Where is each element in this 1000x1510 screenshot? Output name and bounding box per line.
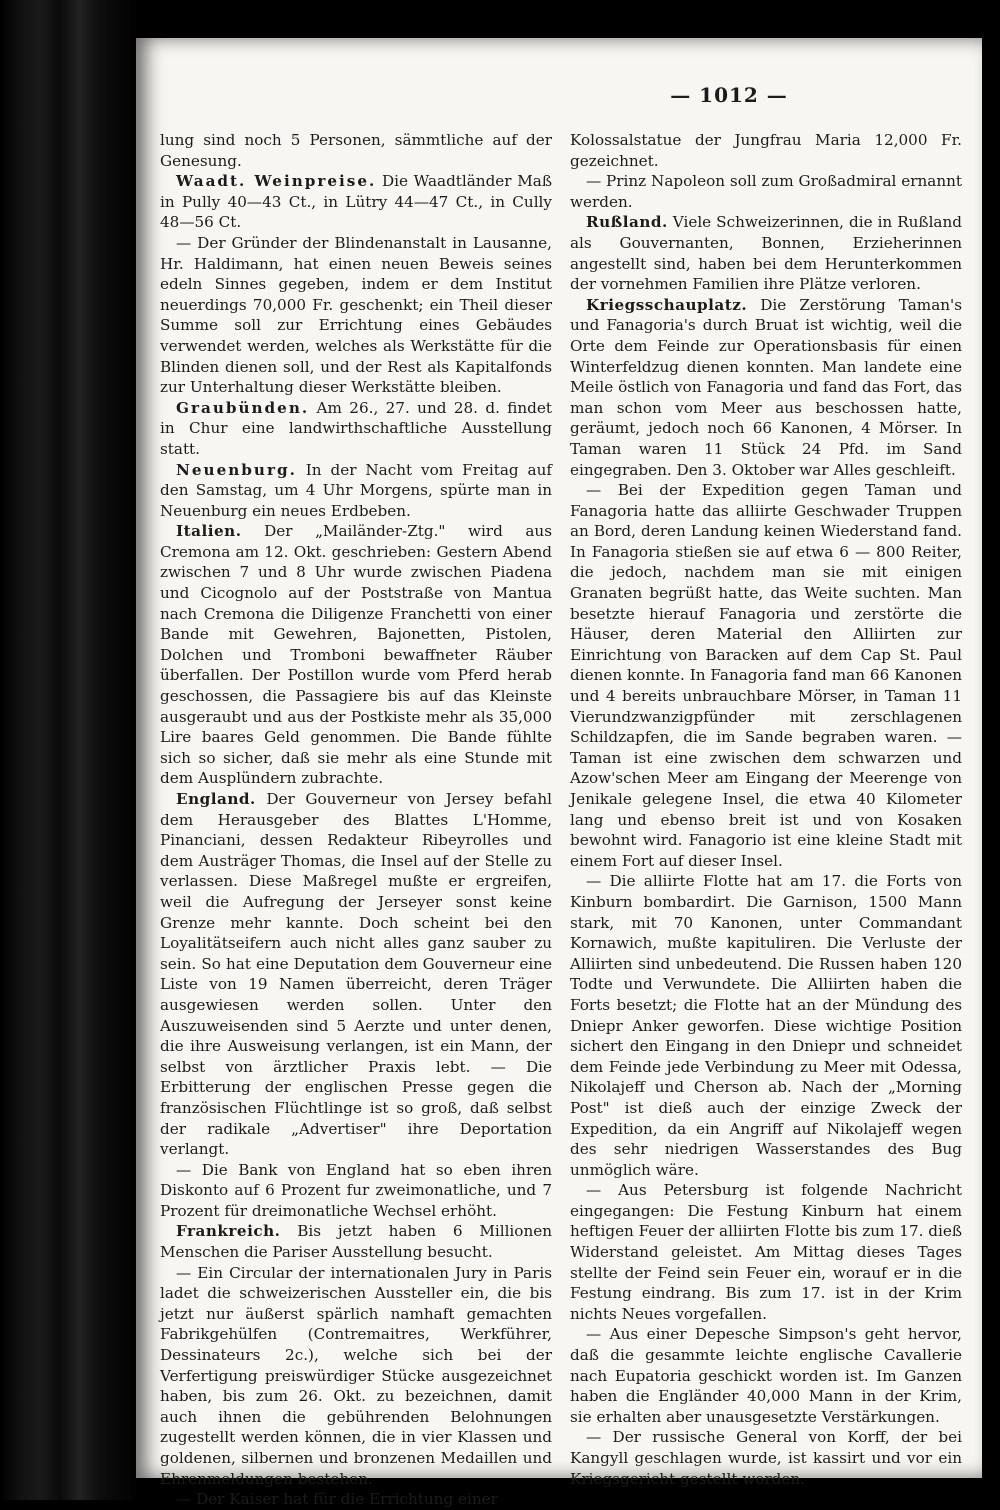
page-number: — 1012 — xyxy=(670,83,788,107)
paragraph: — Aus einer Depesche Simpson's geht hervor, daß die gesammte leichte englische Cavallerie nach Eupatoria geschickt worden ist. Im Ganzen haben die Engländer 40,000 Mann in der Krim, sie erhalten aber unausgesetzte Verstärkungen. xyxy=(570,1325,962,1426)
paragraph: Kriegsschauplatz. Die Zerstörung Taman's und Fanagoria's durch Bruat ist wichtig, weil die Orte dem Feinde zur Operationsbasis für einen Winterfeldzug dienen konnten. Man landete eine Meile östlich von Fanagoria und fand das Fort, das man schon vom Meer aus beschossen hatte, geräumt, jedoch noch 66 Kanonen, 4 Mörser. In Taman waren 11 Stück 24 Pfd. im Sand eingegraben. Den 3. Oktober war Alles geschleift. xyxy=(570,295,962,479)
paragraph: Rußland. Viele Schweizerinnen, die in Rußland als Gouvernanten, Bonnen, Erzieherinnen angestellt sind, haben bei dem Herunterkommen der vornehmen Familien ihre Plätze verloren. xyxy=(570,213,962,294)
paragraph: Neuenburg. In der Nacht vom Freitag auf den Samstag, um 4 Uhr Morgens, spürte man in Neuenburg ein neues Erdbeben. xyxy=(160,460,552,520)
paragraph: England. Der Gouverneur von Jersey befahl dem Herausgeber des Blattes L'Homme, Pinanciani, dessen Redakteur Ribeyrolles und dem Austräger Thomas, die Insel auf der Stelle zu verlassen. Diese Maßregel mußte er ergreifen, weil die Aufregung der Jerseyer sonst keine Grenze mehr kannte. Doch scheint bei den Loyalitätseifern auch nicht alles ganz sauber zu sein. So hat eine Deputation dem Gouverneur eine Liste von 19 Namen überreicht, deren Träger ausgewiesen werden sollen. Unter den Auszuweisenden sind 5 Aerzte und unter denen, die ihre Ausweisung verlangen, ist ein Mann, der selbst von ärztlicher Praxis lebt. — Die Erbitterung der englischen Presse gegen die französischen Flüchtlinge ist so groß, daß selbst der radikale „Advertiser" ihre Deportation verlangt. xyxy=(160,790,552,1159)
paragraph: lung sind noch 5 Personen, sämmtliche auf der Genesung. xyxy=(160,131,552,170)
paragraph: Waadt. Weinpreise. Die Waadtländer Maß in Pully 40—43 Ct., in Lütry 44—47 Ct., in Cully 48—56 Ct. xyxy=(160,172,552,232)
paragraph: — Aus Petersburg ist folgende Nachricht eingegangen: Die Festung Kinburn hat einem heftigen Feuer der alliirten Flotte bis zum 17. dieß Widerstand geleistet. Am Mittag dieses Tages stellte der Feind sein Feuer ein, worauf er in die Festung eindrang. Bis zum 17. ist in der Krim nichts Neues vorgefallen. xyxy=(570,1181,962,1323)
paragraph: — Der Gründer der Blindenanstalt in Lausanne, Hr. Haldimann, hat einen neuen Beweis seines edeln Sinnes gegeben, indem er dem Institut neuerdings 70,000 Fr. geschenkt; ein Theil dieser Summe soll zur Errichtung eines Gebäudes verwendet werden, welches als Werkstätte für die Blinden dienen soll, und der Rest als Kapitalfonds zur Unterhaltung dieser Werkstätte bleiben. xyxy=(160,233,552,397)
paragraph: — Bei der Expedition gegen Taman und Fanagoria hatte das alliirte Geschwader Truppen an Bord, deren Landung keinen Wiederstand fand. In Fanagoria stießen sie auf etwa 6 — 800 Reiter, die jedoch, nachdem man sie mit einigen Granaten begrüßt hatte, das Weite suchten. Man besetzte hierauf Fanagoria und zerstörte die Häuser, deren Material den Alliirten zur Einrichtung von Baracken auf dem Cap St. Paul dienen konnte. In Fanagoria fand man 66 Kanonen und 4 bereits unbrauchbare Mörser, in Taman 11 Vierundzwanzigpfünder mit zerschlagenen Schildzapfen, die im Sande begraben waren. — Taman ist eine zwischen dem schwarzen und Azow'schen Meer am Eingang der Meerenge von Jenikale gelegene Insel, die etwa 40 Kilometer lang und ebenso breit ist und von Kosaken bewohnt wird. Fanagorio ist eine kleine Stadt mit einem Fort auf dieser Insel. xyxy=(570,481,962,870)
right-column xyxy=(570,130,962,1489)
paragraph: — Der russische General von Korff, der bei Kangyll geschlagen wurde, ist kassirt und vor ein Kriegsgericht gestellt worden. xyxy=(570,1428,962,1488)
paragraph: Italien. Der „Mailänder-Ztg." wird aus Cremona am 12. Okt. geschrieben: Gestern Abend zwischen 7 und 8 Uhr wurde zwischen Piadena und Cicognolo auf der Poststraße von Mantua nach Cremona die Diligenze Franchetti von einer Bande mit Gewehren, Bajonetten, Pistolen, Dolchen und Tromboni bewaffneter Räuber überfallen. Der Postillon wurde vom Pferd herab geschossen, die Passagiere bis auf das Kleinste ausgeraubt und aus der Postkiste mehr als 35,000 Lire baares Geld genommen. Die Bande fühlte sich so sicher, daß sie mehr als eine Stunde mit dem Ausplündern zubrachte. xyxy=(160,522,552,788)
newspaper-page xyxy=(136,38,982,1509)
paragraph: — Der Kaiser hat für die Errichtung einer xyxy=(176,1490,498,1509)
paragraph: — Ein Circular der internationalen Jury in Paris ladet die schweizerischen Aussteller ein, die bis jetzt nur äußerst spärlich namhaft gemachten Fabrikgehülfen (Contremaitres, Werkführer, Dessinateurs 2c.), welche sich bei der Verfertigung preiswürdiger Stücke ausgezeichnet haben, bis zum 26. Okt. zu bezeichnen, damit auch ihnen die gebührenden Belohnungen zugestellt werden können, die in vier Klassen und goldenen, silbernen und bronzenen Medaillen und Ehrenmeldungen bestehen. xyxy=(160,1263,552,1488)
book-gutter xyxy=(0,0,140,1500)
paragraph: Graubünden. Am 26., 27. und 28. d. findet in Chur eine landwirthschaftliche Ausstellung statt. xyxy=(160,398,552,458)
paragraph: Frankreich. Bis jetzt haben 6 Millionen Menschen die Pariser Ausstellung besucht. xyxy=(160,1222,552,1262)
paragraph: — Die alliirte Flotte hat am 17. die Forts von Kinburn bombardirt. Die Garnison, 1500 Mann stark, mit 70 Kanonen, unter Commandant Kornawich, mußte kapituliren. Die Verluste der Alliirten sind unbedeutend. Die Russen haben 120 Todte und Verwundete. Die Alliirten haben die Forts besetzt; die Flotte hat an der Mündung des Dniepr Anker geworfen. Diese wichtige Position sichert den Eingang in den Dniepr und schneidet dem Feinde jede Verbindung zu Meer mit Odessa, Nikolajeff und Cherson ab. Nach der „Morning Post" ist dieß auch der einzige Zweck der Expedition, da ein Angriff auf Nikolajeff wegen des sehr niedrigen Wasserstandes des Bug unmöglich wäre. xyxy=(570,872,962,1179)
paragraph: — Prinz Napoleon soll zum Großadmiral ernannt werden. xyxy=(570,172,962,211)
paragraph: Kolossalstatue der Jungfrau Maria 12,000 Fr. gezeichnet. xyxy=(570,131,962,170)
paragraph: — Die Bank von England hat so eben ihren Diskonto auf 6 Prozent fur zweimonatliche, und 7 Prozent für dreimonatliche Wechsel erhöht. xyxy=(160,1160,552,1220)
left-column xyxy=(160,130,552,1510)
